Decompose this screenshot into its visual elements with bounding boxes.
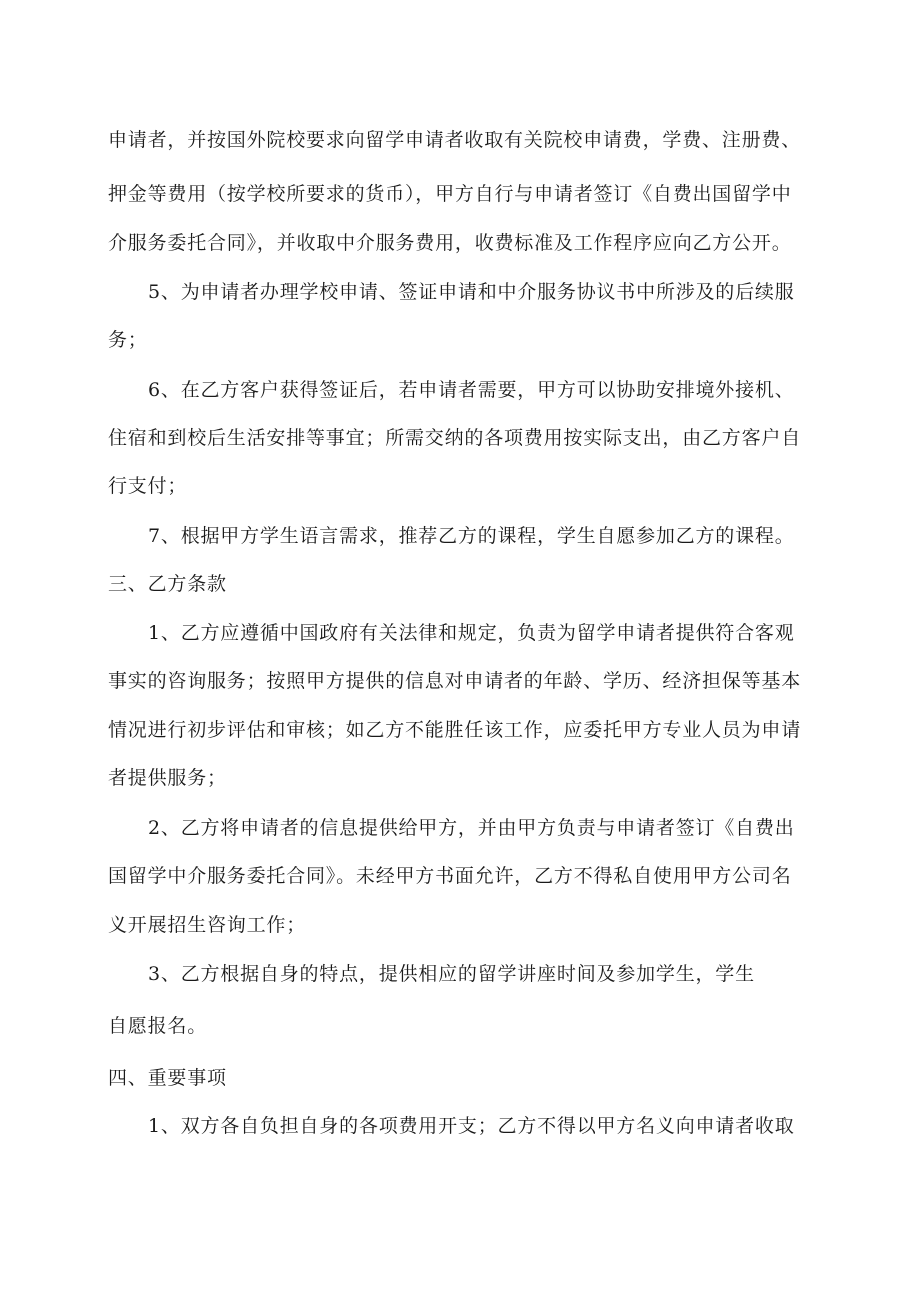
- paragraph-line: 介服务委托合同》，并收取中介服务费用，收费标准及工作程序应向乙方公开。: [108, 232, 792, 254]
- paragraph-line: 3、乙方根据自身的特点，提供相应的留学讲座时间及参加学生，学生: [148, 963, 755, 985]
- paragraph-line: 押金等费用（按学校所要求的货币），甲方自行与申请者签订《自费出国留学中: [108, 183, 792, 205]
- paragraph-line: 义开展招生咨询工作；: [108, 914, 307, 936]
- paragraph-line: 1、乙方应遵循中国政府有关法律和规定，负责为留学申请者提供符合客观: [148, 622, 795, 644]
- paragraph-line: 7、根据甲方学生语言需求，推荐乙方的课程，学生自愿参加乙方的课程。: [148, 525, 795, 547]
- paragraph-line: 住宿和到校后生活安排等事宜；所需交纳的各项费用按实际支出，由乙方客户自: [108, 427, 802, 449]
- paragraph-line: 事实的咨询服务；按照甲方提供的信息对申请者的年龄、学历、经济担保等基本: [108, 670, 802, 692]
- paragraph-line: 情况进行初步评估和审核；如乙方不能胜任该工作，应委托甲方专业人员为申请: [108, 719, 802, 741]
- paragraph-line: 1、双方各自负担自身的各项费用开支；乙方不得以甲方名义向申请者收取: [148, 1115, 795, 1137]
- section-heading: 四、重要事项: [108, 1067, 227, 1089]
- paragraph-line: 自愿报名。: [108, 1015, 208, 1037]
- paragraph-line: 6、在乙方客户获得签证后，若申请者需要，甲方可以协助安排境外接机、: [148, 379, 795, 401]
- paragraph-line: 务；: [108, 329, 148, 351]
- paragraph-line: 行支付；: [108, 475, 188, 497]
- paragraph-line: 2、乙方将申请者的信息提供给甲方，并由甲方负责与申请者签订《自费出: [148, 817, 795, 839]
- paragraph-line: 国留学中介服务委托合同》。未经甲方书面允许，乙方不得私自使用甲方公司名: [108, 865, 792, 887]
- paragraph-line: 者提供服务；: [108, 767, 227, 789]
- paragraph-line: 申请者，并按国外院校要求向留学申请者收取有关院校申请费，学费、注册费、: [108, 129, 802, 151]
- paragraph-line: 5、为申请者办理学校申请、签证申请和中介服务协议书中所涉及的后续服: [148, 281, 795, 303]
- section-heading: 三、乙方条款: [108, 573, 227, 595]
